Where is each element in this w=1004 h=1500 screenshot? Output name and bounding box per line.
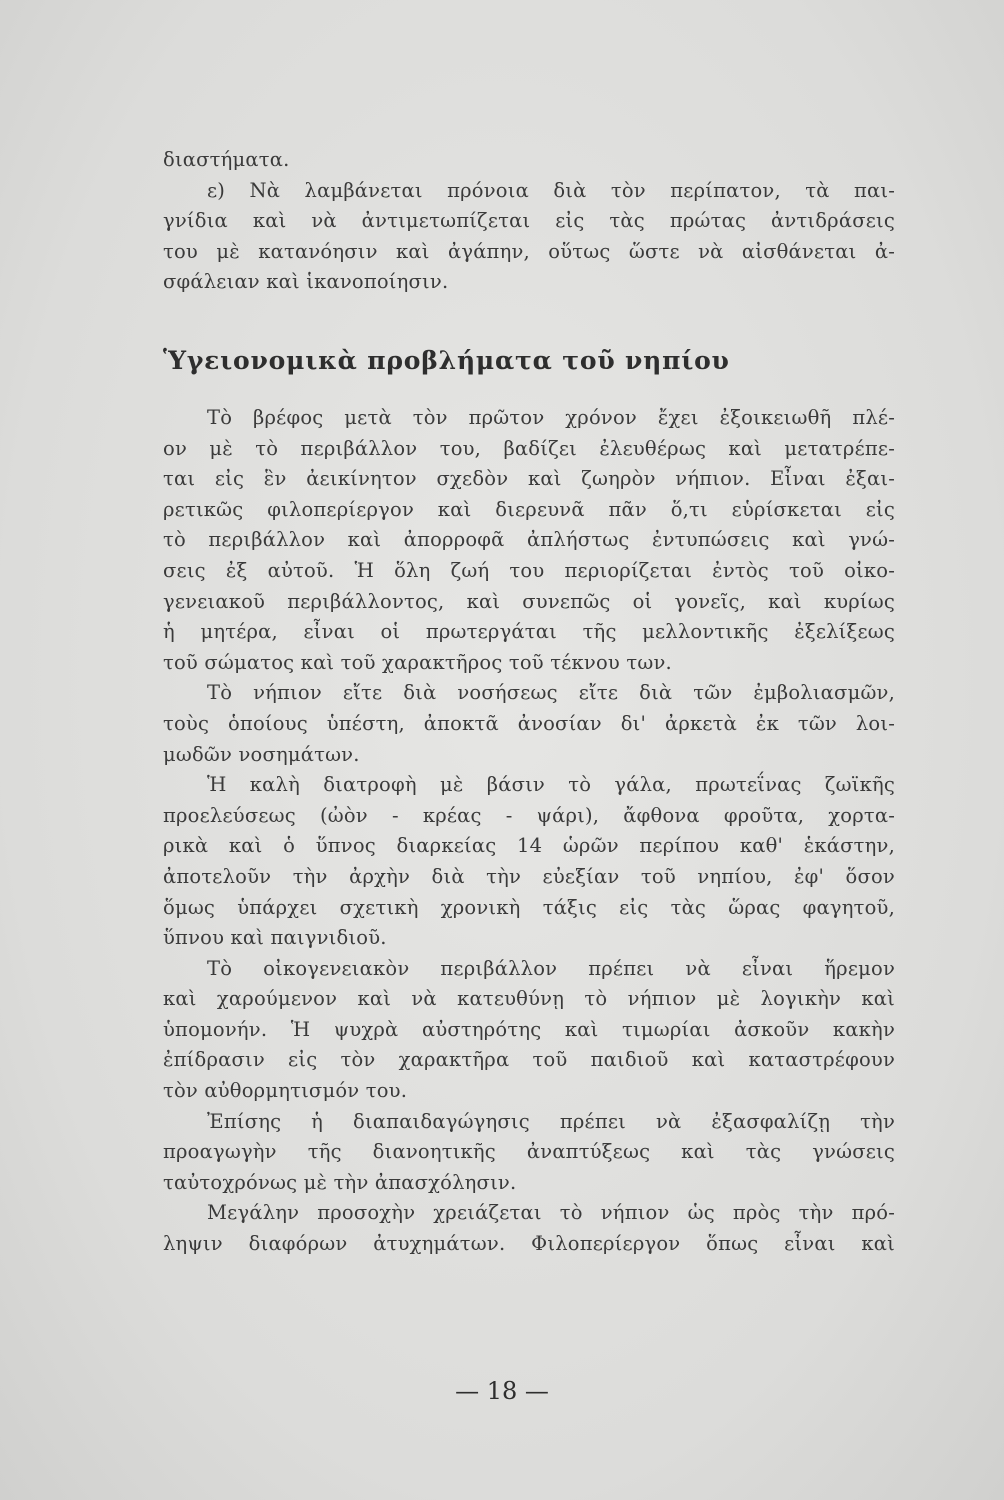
text-line: ληψιν διαφόρων ἀτυχημάτων. Φιλοπερίεργον ὅπως εἶναι καὶ [163, 1232, 895, 1256]
text-line: Ἐπίσης ἡ διαπαιδαγώγησις πρέπει νὰ ἐξασφαλίζῃ τὴν [207, 1109, 895, 1133]
text-line: ὕπνου καὶ παιγνιδιοῦ. [163, 926, 387, 950]
text-line: σεις ἐξ αὐτοῦ. Ἡ ὅλη ζωή του περιορίζεται ἐντὸς τοῦ οἰκο- [163, 558, 895, 582]
text-line: ὑπομονήν. Ἡ ψυχρὰ αὐστηρότης καὶ τιμωρίαι ἀσκοῦν κακὴν [163, 1017, 895, 1041]
text-line: του μὲ κατανόησιν καὶ ἀγάπην, οὕτως ὥστε νὰ αἰσθάνεται ἀ- [163, 239, 895, 263]
text-line: ἀποτελοῦν τὴν ἀρχὴν διὰ τὴν εὐεξίαν τοῦ νηπίου, ἐφ' ὅσον [163, 864, 895, 888]
text-line: τοὺς ὁποίους ὑπέστη, ἀποκτᾶ ἀνοσίαν δι' ἀρκετὰ ἐκ τῶν λοι- [163, 711, 895, 735]
text-line: ὅμως ὑπάρχει σχετικὴ χρονικὴ τάξις εἰς τὰς ὥρας φαγητοῦ, [163, 895, 895, 919]
text-line: Ἡ καλὴ διατροφὴ μὲ βάσιν τὸ γάλα, πρωτεΐνας ζωϊκῆς [207, 773, 895, 797]
text-line: τοῦ σώματος καὶ τοῦ χαρακτῆρος τοῦ τέκνου των. [163, 650, 672, 674]
text-line: προελεύσεως (ὠὸν - κρέας - ψάρι), ἄφθονα φροῦτα, χορτα- [163, 803, 895, 827]
text-line: διαστήματα. [163, 148, 290, 171]
body-text [163, 403, 895, 1260]
section-heading: Ὑγειονομικὰ προβλήματα τοῦ νηπίου [163, 346, 730, 375]
text-line: γενειακοῦ περιβάλλοντος, καὶ συνεπῶς οἱ γονεῖς, καὶ κυρίως [163, 589, 895, 613]
text-line: προαγωγὴν τῆς διανοητικῆς ἀναπτύξεως καὶ τὰς γνώσεις [163, 1140, 895, 1164]
text-line: ἐπίδρασιν εἰς τὸν χαρακτῆρα τοῦ παιδιοῦ καὶ καταστρέφουν [163, 1048, 895, 1072]
text-line: ἡ μητέρα, εἶναι οἱ πρωτεργάται τῆς μελλοντικῆς ἐξελίξεως [163, 620, 895, 644]
page-number: — 18 — [455, 1377, 549, 1405]
text-line: Μεγάλην προσοχὴν χρειάζεται τὸ νήπιον ὡς πρὸς τὴν πρό- [207, 1201, 895, 1225]
text-line: ον μὲ τὸ περιβάλλον του, βαδίζει ἐλευθέρως καὶ μετατρέπε- [163, 436, 895, 460]
text-line: Τὸ νήπιον εἴτε διὰ νοσήσεως εἴτε διὰ τῶν ἐμβολιασμῶν, [207, 681, 895, 705]
text-line: ταὐτοχρόνως μὲ τὴν ἀπασχόλησιν. [163, 1170, 517, 1194]
text-line: Τὸ βρέφος μετὰ τὸν πρῶτον χρόνον ἔχει ἐξοικειωθῆ πλέ- [207, 406, 895, 429]
text-line: καὶ χαρούμενον καὶ νὰ κατευθύνῃ τὸ νήπιον μὲ λογικὴν καὶ [163, 987, 895, 1011]
text-line: ρικὰ καὶ ὁ ὕπνος διαρκείας 14 ὡρῶν περίπου καθ' ἑκάστην, [163, 834, 895, 858]
text-line: ται εἰς ἓν ἀεικίνητον σχεδὸν καὶ ζωηρὸν νήπιον. Εἶναι ἐξαι- [163, 467, 895, 491]
intro-paragraph [163, 145, 895, 298]
text-line: Τὸ οἰκογενειακὸν περιβάλλον πρέπει νὰ εἶναι ἥρεμον [207, 956, 895, 980]
text-line: ρετικῶς φιλοπερίεργον καὶ διερευνᾶ πᾶν ὅ,τι εὑρίσκεται εἰς [163, 497, 895, 521]
text-line: ε) Νὰ λαμβάνεται πρόνοια διὰ τὸν περίπατον, τὰ παι- [207, 178, 895, 202]
text-line: τὸ περιβάλλον καὶ ἀπορροφᾶ ἀπλήστως ἐντυπώσεις καὶ γνώ- [163, 528, 895, 552]
text-line: μωδῶν νοσημάτων. [163, 742, 360, 766]
text-line: σφάλειαν καὶ ἱκανοποίησιν. [163, 270, 449, 294]
text-line: γνίδια καὶ νὰ ἀντιμετωπίζεται εἰς τὰς πρώτας ἀντιδράσεις [163, 209, 895, 233]
text-line: τὸν αὐθορμητισμόν του. [163, 1079, 408, 1103]
